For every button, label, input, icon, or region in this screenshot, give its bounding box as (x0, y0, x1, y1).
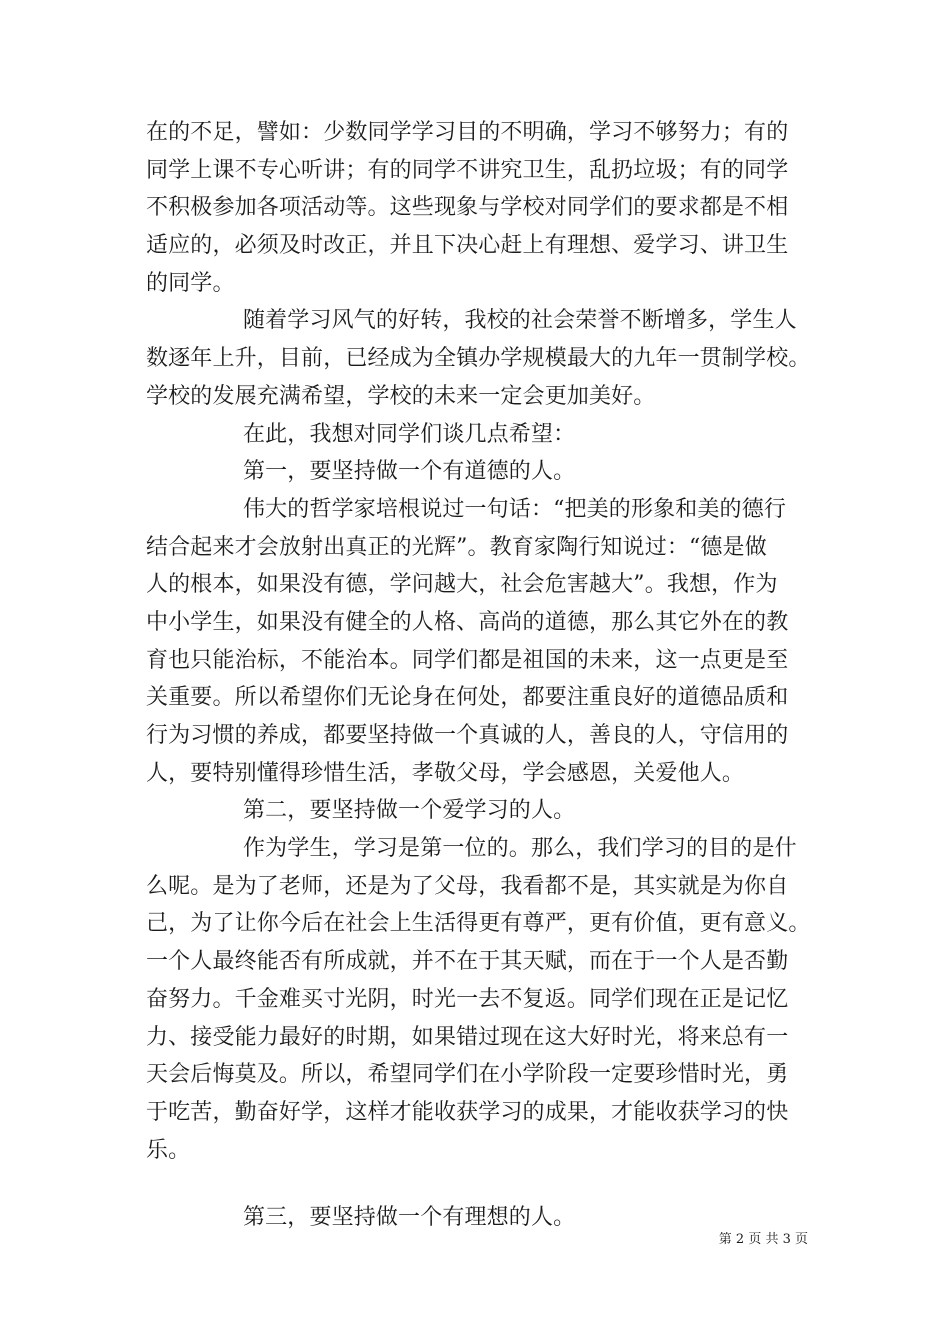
text-line: 在的不足，譬如：少数同学学习目的不明确，学习不够努力；有的 (146, 120, 789, 145)
page-number-footer: 第 2 页 共 3 页 (718, 1232, 808, 1247)
text-line: 结合起来才会放射出真正的光辉”。教育家陶行知说过：“德是做 (146, 534, 767, 560)
section-heading-line: 第一，要坚持做一个有道德的人。 (243, 459, 576, 485)
text-line: 中小学生，如果没有健全的人格、高尚的道德，那么其它外在的教 (146, 609, 789, 635)
text-line: 人，要特别懂得珍惜生活，孝敬父母，学会感恩，关爱他人。 (146, 760, 745, 786)
text-line: 的同学。 (146, 270, 235, 296)
text-line: 奋努力。千金难买寸光阴，时光一去不复返。同学们现在正是记忆 (146, 986, 789, 1012)
text-line: 力、接受能力最好的时期，如果错过现在这大好时光，将来总有一 (146, 1024, 789, 1050)
section-heading-line: 第三，要坚持做一个有理想的人。 (243, 1204, 576, 1230)
body-text (146, 114, 826, 1237)
text-line: 人的根本，如果没有德，学问越大，社会危害越大”。我想，作为 (146, 572, 778, 598)
text-line: 于吃苦，勤奋好学，这样才能收获学习的成果，才能收获学习的快 (146, 1099, 789, 1125)
text-line: 么呢。是为了老师，还是为了父母，我看都不是，其实就是为你自 (146, 873, 789, 899)
text-line: 一个人最终能否有所成就，并不在于其天赋，而在于一个人是否勤 (146, 949, 789, 975)
paragraph-start-line: 作为学生，学习是第一位的。那么，我们学习的目的是什 (243, 836, 797, 862)
text-line: 适应的，必须及时改正，并且下决心赶上有理想、爱学习、讲卫生 (146, 233, 789, 259)
text-line: 同学上课不专心听讲；有的同学不讲究卫生，乱扔垃圾；有的同学 (146, 157, 789, 183)
text-line: 行为习惯的养成，都要坚持做一个真诚的人，善良的人，守信用的 (146, 723, 789, 748)
section-heading-line: 第二，要坚持做一个爱学习的人。 (243, 798, 576, 824)
text-line: 天会后悔莫及。所以，希望同学们在小学阶段一定要珍惜时光，勇 (146, 1062, 789, 1088)
text-line: 关重要。所以希望你们无论身在何处，都要注重良好的道德品质和 (146, 685, 789, 711)
text-line: 乐。 (146, 1137, 191, 1163)
paragraph-start-line: 伟大的哲学家培根说过一句话：“把美的形象和美的德行 (243, 496, 786, 522)
text-line: 学校的发展充满希望，学校的未来一定会更加美好。 (146, 383, 656, 409)
text-line: 己，为了让你今后在社会上生活得更有尊严，更有价值，更有意义。 (146, 911, 811, 937)
text-line: 育也只能治标，不能治本。同学们都是祖国的未来，这一点更是至 (146, 647, 789, 673)
text-line: 不积极参加各项活动等。这些现象与学校对同学们的要求都是不相 (146, 195, 789, 221)
text-line: 数逐年上升，目前，已经成为全镇办学规模最大的九年一贯制学校。 (146, 346, 811, 372)
paragraph-start-line: 随着学习风气的好转，我校的社会荣誉不断增多，学生人 (243, 308, 797, 334)
paragraph-start-line: 在此，我想对同学们谈几点希望： (243, 421, 576, 447)
